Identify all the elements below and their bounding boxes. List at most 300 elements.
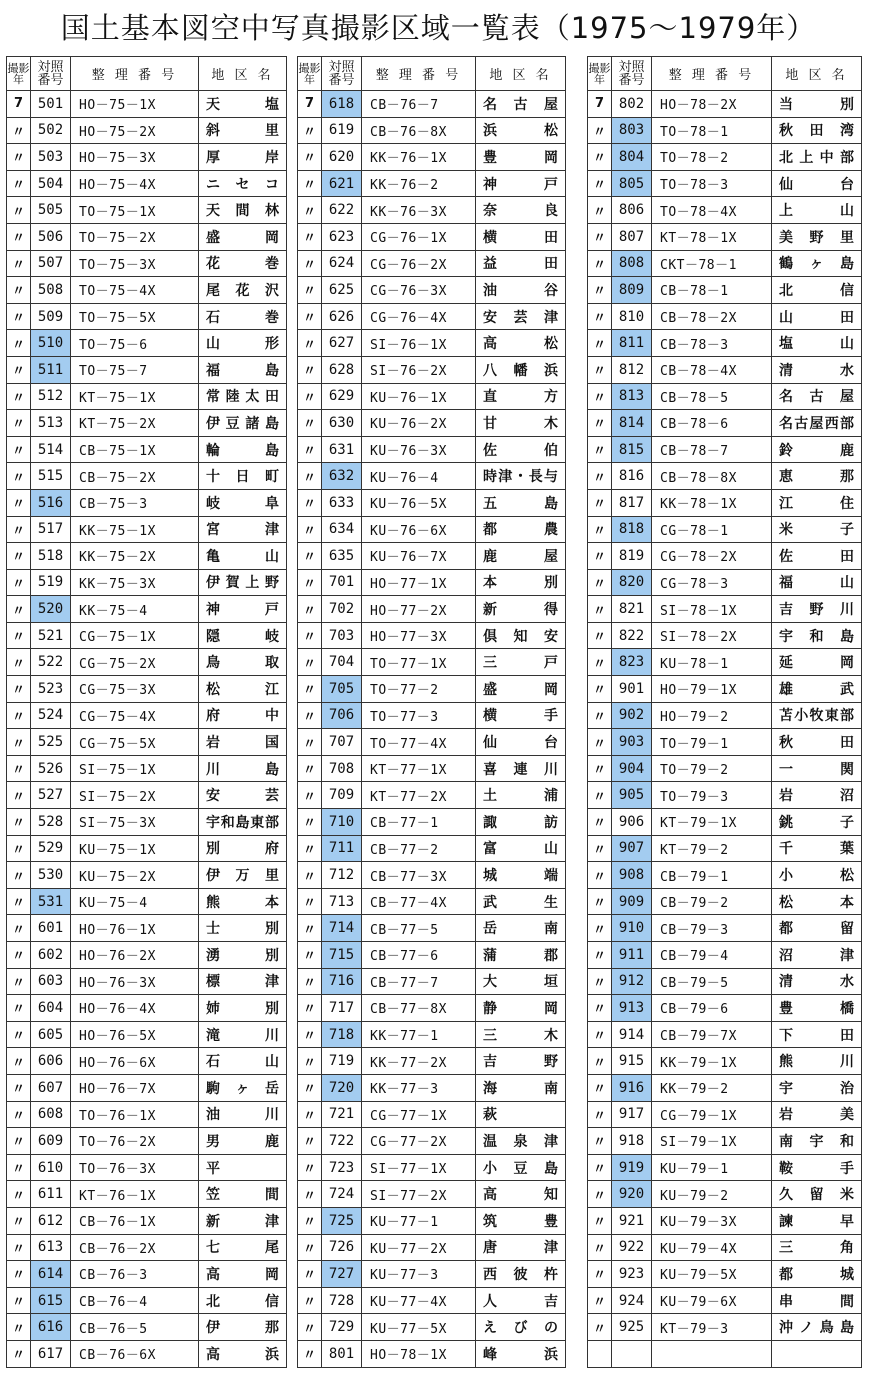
table-row (298, 1154, 566, 1181)
header-area-name: 地 区 名 (772, 57, 862, 91)
code-cell: TO－77－3 (362, 702, 476, 729)
year-cell: 〃 (588, 1128, 612, 1155)
year-cell: 〃 (7, 516, 31, 543)
year-cell: 〃 (298, 197, 322, 224)
ref-number-cell: 911 (612, 942, 652, 969)
table-row (298, 356, 566, 383)
code-cell: CB－79－6 (652, 995, 772, 1022)
year-cell: 〃 (298, 1287, 322, 1314)
table-row (7, 1181, 287, 1208)
code-cell: KU－77－4X (362, 1287, 476, 1314)
ref-number-cell: 817 (612, 489, 652, 516)
ref-number-cell: 712 (322, 862, 362, 889)
code-cell: SI－75－1X (71, 755, 199, 782)
year-cell: 〃 (298, 277, 322, 304)
table-row (7, 330, 287, 357)
table-row (298, 330, 566, 357)
table-row (588, 649, 862, 676)
ref-number-cell: 608 (31, 1101, 71, 1128)
table-row (298, 463, 566, 490)
ref-number-cell: 807 (612, 223, 652, 250)
ref-number-cell: 630 (322, 410, 362, 437)
code-cell: HO－75－1X (71, 91, 199, 118)
ref-number-cell: 729 (322, 1314, 362, 1341)
ref-number-cell: 719 (322, 1048, 362, 1075)
year-cell: 〃 (298, 356, 322, 383)
area-name-cell: 岳南 (476, 915, 566, 942)
code-cell: KU－75－4 (71, 888, 199, 915)
code-cell: SI－78－1X (652, 596, 772, 623)
area-name-cell: 諫早 (772, 1207, 862, 1234)
table-row (7, 516, 287, 543)
area-name-cell: 西彼杵 (476, 1261, 566, 1288)
area-name-cell: 甘木 (476, 410, 566, 437)
code-cell: KU－76－4 (362, 463, 476, 490)
code-cell: HO－76－3X (71, 968, 199, 995)
area-name-cell: 油川 (199, 1101, 287, 1128)
ref-number-cell: 715 (322, 942, 362, 969)
year-cell: 〃 (7, 1021, 31, 1048)
table-row (7, 1101, 287, 1128)
ref-number-cell: 709 (322, 782, 362, 809)
ref-number-cell: 922 (612, 1234, 652, 1261)
year-cell: 〃 (7, 489, 31, 516)
table-row (7, 569, 287, 596)
area-name-cell: 鞍手 (772, 1154, 862, 1181)
year-cell: 〃 (7, 1314, 31, 1341)
area-name-cell: 温泉津 (476, 1128, 566, 1155)
code-cell: HO－79－2 (652, 702, 772, 729)
table-row (588, 915, 862, 942)
year-cell: 〃 (7, 1181, 31, 1208)
year-cell: 〃 (588, 968, 612, 995)
area-name-cell: 山田 (772, 303, 862, 330)
table-row (298, 1340, 566, 1367)
year-cell: 〃 (7, 702, 31, 729)
code-cell: KU－79－6X (652, 1287, 772, 1314)
area-name-cell: 時津・長与 (476, 463, 566, 490)
code-cell: HO－77－2X (362, 596, 476, 623)
code-cell: KU－76－3X (362, 436, 476, 463)
area-name-cell: 十日町 (199, 463, 287, 490)
year-cell: 〃 (7, 1048, 31, 1075)
year-cell: 〃 (298, 622, 322, 649)
ref-number-cell: 508 (31, 277, 71, 304)
ref-number-cell: 524 (31, 702, 71, 729)
table-row (588, 197, 862, 224)
code-cell: CB－79－1 (652, 862, 772, 889)
table-row (7, 1234, 287, 1261)
code-cell: HO－78－1X (362, 1340, 476, 1367)
header-year: 撮影 年 (7, 57, 31, 91)
table-row (298, 383, 566, 410)
code-cell: CB－77－3X (362, 862, 476, 889)
area-name-cell: 苫小牧東部 (772, 702, 862, 729)
code-cell: SI－75－2X (71, 782, 199, 809)
table-row (7, 1048, 287, 1075)
year-cell: 〃 (298, 144, 322, 171)
area-name-cell: 都城 (772, 1261, 862, 1288)
code-cell: KK－78－1X (652, 489, 772, 516)
area-name-cell: 名古屋西部 (772, 410, 862, 437)
table-row (298, 622, 566, 649)
area-name-cell: 串間 (772, 1287, 862, 1314)
year-cell: 〃 (588, 1287, 612, 1314)
code-cell: CG－75－5X (71, 729, 199, 756)
year-cell: 〃 (588, 1181, 612, 1208)
area-name-cell: 松本 (772, 888, 862, 915)
year-cell: 〃 (588, 1207, 612, 1234)
ref-number-cell: 701 (322, 569, 362, 596)
area-name-cell: 伊万里 (199, 862, 287, 889)
table-row (588, 436, 862, 463)
year-cell: 〃 (298, 1181, 322, 1208)
ref-number-cell: 901 (612, 676, 652, 703)
area-name-cell: 岩沼 (772, 782, 862, 809)
code-cell: KK－77－3 (362, 1074, 476, 1101)
year-cell: 〃 (7, 383, 31, 410)
code-cell: HO－76－5X (71, 1021, 199, 1048)
code-cell: KT－79－1X (652, 809, 772, 836)
code-cell: CB－79－5 (652, 968, 772, 995)
year-cell: 〃 (298, 330, 322, 357)
code-cell: HO－76－7X (71, 1074, 199, 1101)
code-cell: HO－76－4X (71, 995, 199, 1022)
ref-number-cell: 514 (31, 436, 71, 463)
area-name-cell: 名古屋 (772, 383, 862, 410)
ref-number-cell: 706 (322, 702, 362, 729)
ref-number-cell: 525 (31, 729, 71, 756)
ref-number-cell: 610 (31, 1154, 71, 1181)
code-cell: SI－77－1X (362, 1154, 476, 1181)
ref-number-cell: 602 (31, 942, 71, 969)
code-cell: CB－78－2X (652, 303, 772, 330)
table-row (298, 1287, 566, 1314)
area-name-cell: 笠間 (199, 1181, 287, 1208)
year-cell: 〃 (7, 250, 31, 277)
code-cell: CG－77－1X (362, 1101, 476, 1128)
code-cell: SI－78－2X (652, 622, 772, 649)
table-row (298, 1314, 566, 1341)
year-cell: 〃 (298, 516, 322, 543)
table-row (588, 968, 862, 995)
code-cell: TO－75－3X (71, 250, 199, 277)
table-row (7, 91, 287, 118)
code-cell: KT－77－2X (362, 782, 476, 809)
header-code: 整 理 番 号 (362, 57, 476, 91)
code-cell: CG－77－2X (362, 1128, 476, 1155)
code-cell: TO－75－6 (71, 330, 199, 357)
year-cell: 〃 (588, 1261, 612, 1288)
area-name-cell: 美野里 (772, 223, 862, 250)
table-row (7, 223, 287, 250)
header-year: 撮影 年 (588, 57, 612, 91)
year-cell: 〃 (588, 862, 612, 889)
table-row (7, 303, 287, 330)
ref-number-cell: 923 (612, 1261, 652, 1288)
table-row (298, 569, 566, 596)
table-row (588, 755, 862, 782)
area-name-cell: 喜連川 (476, 755, 566, 782)
area-name-cell: 萩 (476, 1101, 566, 1128)
area-table-block-3 (587, 56, 862, 1368)
code-cell: HO－76－2X (71, 942, 199, 969)
area-name-cell: 佐伯 (476, 436, 566, 463)
area-name-cell: 当別 (772, 91, 862, 118)
ref-number-cell: 521 (31, 622, 71, 649)
year-cell: 〃 (298, 250, 322, 277)
area-name-cell: 標津 (199, 968, 287, 995)
table-row (588, 1101, 862, 1128)
year-cell: 〃 (298, 1128, 322, 1155)
area-name-cell: 沖ノ鳥島 (772, 1314, 862, 1341)
table-row (298, 782, 566, 809)
table-row (298, 676, 566, 703)
ref-number-cell: 516 (31, 489, 71, 516)
ref-number-cell: 907 (612, 835, 652, 862)
ref-number-cell: 708 (322, 755, 362, 782)
ref-number-cell: 910 (612, 915, 652, 942)
area-name-cell: 吉野 (476, 1048, 566, 1075)
code-cell: KK－76－3X (362, 197, 476, 224)
area-name-cell: 吉野川 (772, 596, 862, 623)
year-cell: 〃 (7, 1154, 31, 1181)
table-row (588, 303, 862, 330)
year-cell: 〃 (298, 676, 322, 703)
year-cell: 〃 (7, 170, 31, 197)
area-name-cell: 宮津 (199, 516, 287, 543)
table-row (7, 144, 287, 171)
code-cell: CB－78－8X (652, 463, 772, 490)
area-name-cell: 福山 (772, 569, 862, 596)
ref-number-cell: 606 (31, 1048, 71, 1075)
code-cell: KU－77－1 (362, 1207, 476, 1234)
area-name-cell: 宇治 (772, 1074, 862, 1101)
table-row (298, 144, 566, 171)
area-name-cell: 雄武 (772, 676, 862, 703)
year-cell: 〃 (298, 1074, 322, 1101)
code-cell: KK－76－1X (362, 144, 476, 171)
area-name-cell: 宇和島 (772, 622, 862, 649)
code-cell: CG－75－1X (71, 622, 199, 649)
year-cell: 〃 (7, 862, 31, 889)
area-name-cell: 伊那 (199, 1314, 287, 1341)
year-cell: 〃 (298, 809, 322, 836)
year-cell: 〃 (7, 117, 31, 144)
code-cell: KT－76－1X (71, 1181, 199, 1208)
year-cell: 〃 (588, 516, 612, 543)
ref-number-cell: 905 (612, 782, 652, 809)
area-name-cell: 三角 (772, 1234, 862, 1261)
area-name-cell: 神戸 (476, 170, 566, 197)
ref-number-cell: 917 (612, 1101, 652, 1128)
year-cell: 〃 (298, 596, 322, 623)
table-row (588, 516, 862, 543)
area-name-cell: 岐阜 (199, 489, 287, 516)
ref-number-cell: 512 (31, 383, 71, 410)
year-cell: 〃 (7, 197, 31, 224)
ref-number-cell: 802 (612, 91, 652, 118)
ref-number-cell: 627 (322, 330, 362, 357)
area-name-cell: 八幡浜 (476, 356, 566, 383)
table-row (7, 383, 287, 410)
table-header-row (298, 57, 566, 91)
area-name-cell: 富山 (476, 835, 566, 862)
year-cell: 〃 (7, 144, 31, 171)
table-row (298, 223, 566, 250)
header-ref-number: 対照 番号 (612, 57, 652, 91)
ref-number-cell: 904 (612, 755, 652, 782)
ref-number-cell: 609 (31, 1128, 71, 1155)
area-name-cell: 駒ヶ岳 (199, 1074, 287, 1101)
table-row (588, 1340, 862, 1367)
ref-number-cell: 906 (612, 809, 652, 836)
table-row (7, 702, 287, 729)
table-row (588, 144, 862, 171)
table-row (298, 1021, 566, 1048)
year-cell: 〃 (7, 942, 31, 969)
area-name-cell: 鹿屋 (476, 543, 566, 570)
year-cell: 〃 (298, 1101, 322, 1128)
table-row (588, 729, 862, 756)
area-name-cell: 銚子 (772, 809, 862, 836)
year-cell: 〃 (298, 942, 322, 969)
area-name-cell: 鳥取 (199, 649, 287, 676)
year-cell: 〃 (298, 1314, 322, 1341)
area-name-cell: 秋田 (772, 729, 862, 756)
year-cell: 〃 (588, 489, 612, 516)
area-name-cell: 大垣 (476, 968, 566, 995)
ref-number-cell: 707 (322, 729, 362, 756)
ref-number-cell: 509 (31, 303, 71, 330)
area-name-cell: 浜松 (476, 117, 566, 144)
ref-number-cell: 725 (322, 1207, 362, 1234)
area-name-cell: 高岡 (199, 1261, 287, 1288)
area-name-cell: 清水 (772, 356, 862, 383)
table-row (298, 543, 566, 570)
table-row (588, 543, 862, 570)
code-cell: KU－79－5X (652, 1261, 772, 1288)
year-cell: 〃 (7, 1128, 31, 1155)
ref-number-cell: 703 (322, 622, 362, 649)
area-name-cell: 佐田 (772, 543, 862, 570)
area-name-cell: 蒲郡 (476, 942, 566, 969)
year-cell: 〃 (298, 117, 322, 144)
table-row (7, 170, 287, 197)
ref-number-cell: 527 (31, 782, 71, 809)
table-row (588, 1128, 862, 1155)
code-cell: SI－77－2X (362, 1181, 476, 1208)
code-cell: TO－77－4X (362, 729, 476, 756)
table-row (7, 729, 287, 756)
code-cell: KT－75－1X (71, 383, 199, 410)
ref-number-cell: 634 (322, 516, 362, 543)
code-cell: CB－77－6 (362, 942, 476, 969)
area-name-cell: 男鹿 (199, 1128, 287, 1155)
area-name-cell: 山形 (199, 330, 287, 357)
table-row (298, 1128, 566, 1155)
code-cell: SI－75－3X (71, 809, 199, 836)
table-row (7, 489, 287, 516)
area-name-cell: 人吉 (476, 1287, 566, 1314)
code-cell: HO－76－6X (71, 1048, 199, 1075)
ref-number-cell: 612 (31, 1207, 71, 1234)
table-row (588, 1181, 862, 1208)
year-cell: 〃 (7, 436, 31, 463)
code-cell: CB－78－7 (652, 436, 772, 463)
area-name-cell: 伊賀上野 (199, 569, 287, 596)
ref-number-cell: 816 (612, 463, 652, 490)
code-cell: HO－79－1X (652, 676, 772, 703)
table-row (298, 250, 566, 277)
ref-number-cell: 921 (612, 1207, 652, 1234)
ref-number-cell: 814 (612, 410, 652, 437)
year-cell: 〃 (588, 170, 612, 197)
code-cell: CB－79－2 (652, 888, 772, 915)
code-cell: TO－78－2 (652, 144, 772, 171)
table-row (7, 1021, 287, 1048)
code-cell: TO－75－1X (71, 197, 199, 224)
ref-number-cell: 728 (322, 1287, 362, 1314)
code-cell: CG－78－2X (652, 543, 772, 570)
code-cell: HO－77－3X (362, 622, 476, 649)
code-cell: KU－76－1X (362, 383, 476, 410)
year-cell: 〃 (298, 463, 322, 490)
code-cell: KK－79－1X (652, 1048, 772, 1075)
area-name-cell: 油谷 (476, 277, 566, 304)
year-cell: 〃 (7, 1101, 31, 1128)
code-cell: CB－76－4 (71, 1287, 199, 1314)
ref-number-cell: 913 (612, 995, 652, 1022)
ref-number-cell: 723 (322, 1154, 362, 1181)
table-row (298, 1181, 566, 1208)
code-cell: KK－77－1 (362, 1021, 476, 1048)
ref-number-cell: 720 (322, 1074, 362, 1101)
code-cell: CG－76－1X (362, 223, 476, 250)
year-cell: 〃 (588, 463, 612, 490)
year-cell: 〃 (298, 1207, 322, 1234)
year-cell: 〃 (588, 277, 612, 304)
table-row (7, 1128, 287, 1155)
ref-number-cell: 726 (322, 1234, 362, 1261)
table-row (588, 676, 862, 703)
area-name-cell: 岩美 (772, 1101, 862, 1128)
year-cell: 〃 (298, 223, 322, 250)
year-cell: 〃 (588, 410, 612, 437)
ref-number-cell: 628 (322, 356, 362, 383)
area-name-cell: 七尾 (199, 1234, 287, 1261)
table-row (7, 1287, 287, 1314)
ref-number-cell: 502 (31, 117, 71, 144)
year-cell: 〃 (7, 649, 31, 676)
ref-number-cell: 601 (31, 915, 71, 942)
area-name-cell: 輪島 (199, 436, 287, 463)
area-name-cell (772, 1340, 862, 1367)
table-row (298, 489, 566, 516)
area-name-cell: 福島 (199, 356, 287, 383)
code-cell: TO－75－7 (71, 356, 199, 383)
code-cell: CB－79－7X (652, 1021, 772, 1048)
table-row (7, 1074, 287, 1101)
table-row (298, 968, 566, 995)
code-cell: SI－79－1X (652, 1128, 772, 1155)
table-row (7, 1314, 287, 1341)
table-row (298, 596, 566, 623)
table-row (7, 835, 287, 862)
ref-number-cell: 517 (31, 516, 71, 543)
area-name-cell: 土浦 (476, 782, 566, 809)
code-cell: CB－76－8X (362, 117, 476, 144)
